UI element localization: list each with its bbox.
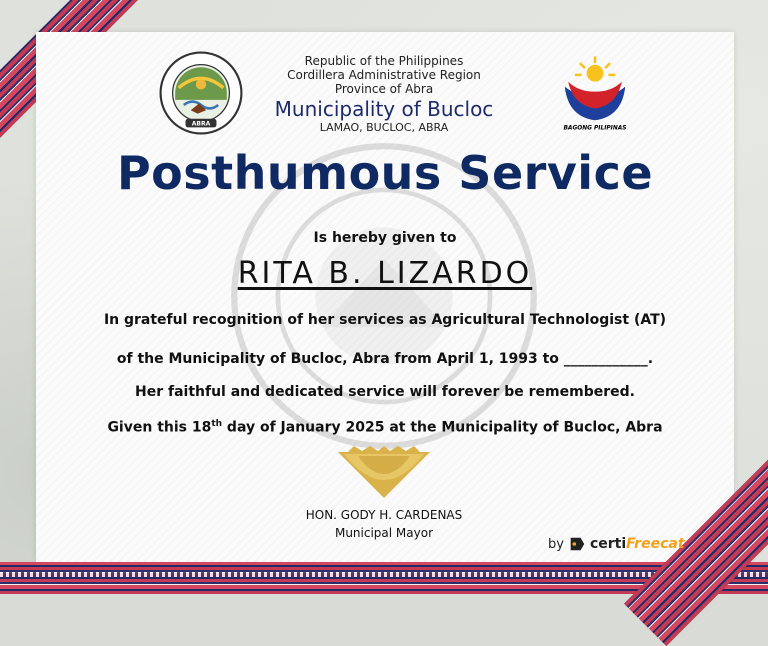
certificate-header xyxy=(240,54,528,134)
header-country: Republic of the Philippines xyxy=(304,54,464,68)
service-period-text: of the Municipality of Bucloc, Abra from April 1, 1993 to ____________. xyxy=(116,351,654,367)
municipal-seal-icon xyxy=(158,50,244,136)
certifreecat-brand[interactable] xyxy=(548,534,685,554)
brand-name-part2: Freecat xyxy=(626,536,685,552)
signatory-title: Municipal Mayor xyxy=(334,526,434,540)
given-date-ordinal: th xyxy=(211,419,223,429)
seal-bottom-text: ABRA xyxy=(191,120,211,128)
remembrance-text: Her faithful and dedicated service will forever be remembered. xyxy=(135,384,635,400)
header-address: LAMAO, BUCLOC, ABRA xyxy=(319,121,449,134)
certificate-tag-icon xyxy=(568,535,586,553)
header-province: Province of Abra xyxy=(334,82,434,96)
signatory-name: HON. GODY H. CARDENAS xyxy=(305,508,463,522)
logo-caption: BAGONG PILIPINAS xyxy=(563,125,627,132)
brand-name-part1: certi xyxy=(589,536,627,552)
gold-seal-icon xyxy=(334,446,434,498)
certificate-title: Posthumous Service xyxy=(116,146,654,200)
recipient-name-wrap xyxy=(36,256,734,291)
header-municipality: Municipality of Bucloc xyxy=(274,97,494,121)
given-to-text: Is hereby given to xyxy=(313,230,457,246)
recognition-text: In grateful recognition of her services as Agricultural Technologist (AT) xyxy=(103,312,667,328)
recipient-name: RITA B. LIZARDO xyxy=(237,256,533,291)
header-region: Cordillera Administrative Region xyxy=(287,68,481,82)
brand-by-text: by xyxy=(548,536,564,552)
bagong-pilipinas-logo-icon xyxy=(552,48,638,132)
given-date-rest: day of January 2025 at the Municipality of Bucloc, Abra xyxy=(222,419,663,436)
given-date-prefix: Given this 18 xyxy=(107,419,212,436)
brand-name xyxy=(590,536,685,552)
given-date-text xyxy=(60,416,710,436)
